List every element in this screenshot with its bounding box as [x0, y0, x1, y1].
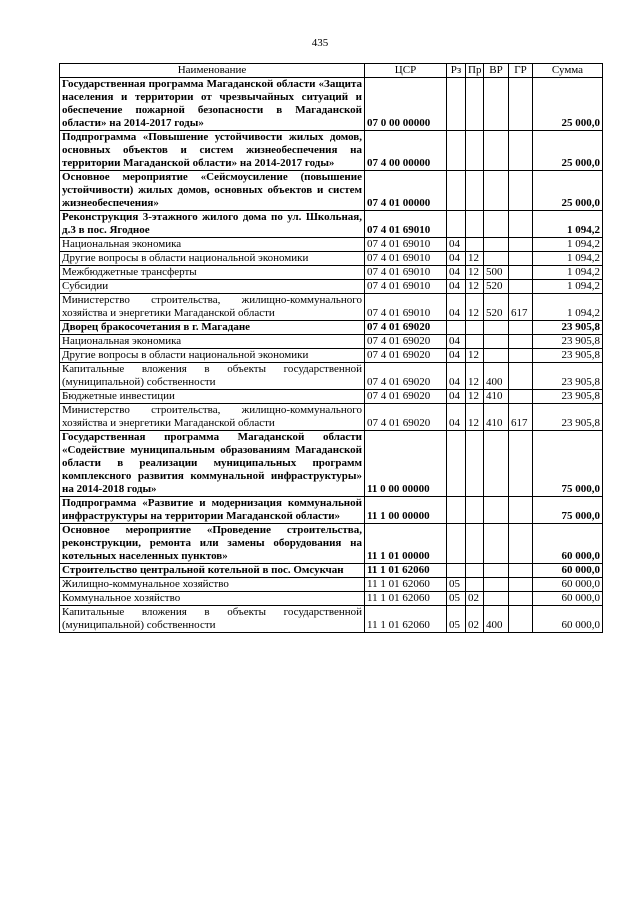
- table-row: [60, 280, 603, 294]
- cell-pr: [466, 497, 484, 524]
- table-header-row: [60, 64, 603, 78]
- cell-vr: [484, 171, 509, 211]
- cell-rz: 04: [447, 280, 466, 294]
- cell-pr: 02: [466, 592, 484, 606]
- cell-pr: 02: [466, 606, 484, 633]
- cell-name: Государственная программа Магаданской области «Защита населения и территории от чрезвычайных ситуаций и обеспечение пожарной безопасности в Магаданской области» на 2014-2017 годы»: [60, 78, 365, 131]
- cell-gr: [509, 497, 533, 524]
- cell-name: Национальная экономика: [60, 335, 365, 349]
- table-row: [60, 497, 603, 524]
- cell-gr: [509, 363, 533, 390]
- cell-vr: 410: [484, 390, 509, 404]
- table-row: [60, 131, 603, 171]
- cell-csr: 07 4 01 69010: [365, 294, 447, 321]
- cell-gr: [509, 171, 533, 211]
- cell-gr: [509, 238, 533, 252]
- cell-rz: 05: [447, 578, 466, 592]
- cell-pr: 12: [466, 252, 484, 266]
- cell-rz: 04: [447, 294, 466, 321]
- budget-table: [59, 63, 603, 633]
- cell-rz: [447, 78, 466, 131]
- cell-rz: 04: [447, 252, 466, 266]
- cell-sum: 1 094,2: [533, 280, 603, 294]
- cell-csr: 07 4 01 69010: [365, 238, 447, 252]
- cell-name: Коммунальное хозяйство: [60, 592, 365, 606]
- cell-sum: 25 000,0: [533, 131, 603, 171]
- cell-csr: 11 1 01 62060: [365, 564, 447, 578]
- table-row: [60, 294, 603, 321]
- cell-pr: [466, 211, 484, 238]
- cell-name: Министерство строительства, жилищно-коммунального хозяйства и энергетики Магаданской области: [60, 404, 365, 431]
- cell-name: Другие вопросы в области национальной экономики: [60, 252, 365, 266]
- cell-name: Бюджетные инвестиции: [60, 390, 365, 404]
- page-number: 435: [311, 37, 329, 49]
- table-row: [60, 390, 603, 404]
- cell-gr: [509, 431, 533, 497]
- table-row: [60, 363, 603, 390]
- table-row: [60, 321, 603, 335]
- cell-pr: 12: [466, 280, 484, 294]
- table-row: [60, 349, 603, 363]
- cell-gr: [509, 335, 533, 349]
- cell-csr: 07 4 01 69010: [365, 280, 447, 294]
- cell-vr: [484, 524, 509, 564]
- cell-pr: [466, 78, 484, 131]
- cell-rz: 04: [447, 404, 466, 431]
- cell-name: Подпрограмма «Повышение устойчивости жилых домов, основных объектов и систем жизнеобеспечения на территории Магаданской области» на 2014-2017 годы»: [60, 131, 365, 171]
- cell-pr: [466, 321, 484, 335]
- table-row: [60, 524, 603, 564]
- cell-sum: 23 905,8: [533, 335, 603, 349]
- cell-vr: 400: [484, 606, 509, 633]
- cell-vr: [484, 497, 509, 524]
- cell-gr: [509, 252, 533, 266]
- cell-gr: [509, 266, 533, 280]
- cell-csr: 07 4 01 00000: [365, 171, 447, 211]
- cell-sum: 1 094,2: [533, 294, 603, 321]
- cell-name: Национальная экономика: [60, 238, 365, 252]
- cell-sum: 60 000,0: [533, 606, 603, 633]
- table-row: [60, 252, 603, 266]
- cell-vr: [484, 252, 509, 266]
- table-row: [60, 266, 603, 280]
- cell-sum: 23 905,8: [533, 363, 603, 390]
- cell-name: Другие вопросы в области национальной экономики: [60, 349, 365, 363]
- table-row: [60, 578, 603, 592]
- cell-vr: 520: [484, 294, 509, 321]
- cell-csr: 07 4 01 69010: [365, 252, 447, 266]
- cell-csr: 07 4 01 69020: [365, 404, 447, 431]
- cell-vr: 400: [484, 363, 509, 390]
- cell-vr: [484, 431, 509, 497]
- cell-csr: 11 1 01 62060: [365, 578, 447, 592]
- cell-vr: [484, 211, 509, 238]
- cell-name: Государственная программа Магаданской области «Содействие муниципальным образованиям Магаданской области в реализации муниципальных программ комплексного развития коммунальной инфраструктуры» на 2014-2018 годы»: [60, 431, 365, 497]
- cell-sum: 1 094,2: [533, 211, 603, 238]
- cell-vr: [484, 349, 509, 363]
- cell-pr: 12: [466, 349, 484, 363]
- cell-gr: [509, 592, 533, 606]
- cell-vr: [484, 564, 509, 578]
- cell-gr: [509, 78, 533, 131]
- cell-name: Капитальные вложения в объекты государственной (муниципальной) собственности: [60, 363, 365, 390]
- cell-rz: 04: [447, 349, 466, 363]
- cell-name: Основное мероприятие «Сейсмоусиление (повышение устойчивости) жилых домов, основных объектов и систем жизнеобеспечения»: [60, 171, 365, 211]
- cell-sum: 1 094,2: [533, 266, 603, 280]
- cell-gr: 617: [509, 294, 533, 321]
- cell-sum: 60 000,0: [533, 564, 603, 578]
- cell-name: Капитальные вложения в объекты государственной (муниципальной) собственности: [60, 606, 365, 633]
- cell-rz: [447, 564, 466, 578]
- cell-csr: 07 4 01 69010: [365, 211, 447, 238]
- table-row: [60, 238, 603, 252]
- cell-pr: [466, 431, 484, 497]
- cell-csr: 11 1 01 62060: [365, 606, 447, 633]
- cell-name: Подпрограмма «Развитие и модернизация коммунальной инфраструктуры на территории Магаданской области»: [60, 497, 365, 524]
- cell-sum: 60 000,0: [533, 592, 603, 606]
- cell-pr: [466, 335, 484, 349]
- cell-gr: [509, 280, 533, 294]
- cell-vr: [484, 335, 509, 349]
- cell-pr: 12: [466, 266, 484, 280]
- cell-pr: [466, 171, 484, 211]
- cell-sum: 23 905,8: [533, 321, 603, 335]
- cell-vr: [484, 592, 509, 606]
- cell-gr: [509, 564, 533, 578]
- cell-csr: 07 4 01 69020: [365, 349, 447, 363]
- cell-pr: [466, 131, 484, 171]
- cell-sum: 60 000,0: [533, 524, 603, 564]
- cell-gr: [509, 524, 533, 564]
- cell-rz: [447, 524, 466, 564]
- cell-vr: 500: [484, 266, 509, 280]
- cell-pr: [466, 238, 484, 252]
- cell-name: Дворец бракосочетания в г. Магадане: [60, 321, 365, 335]
- cell-vr: [484, 238, 509, 252]
- cell-sum: 75 000,0: [533, 431, 603, 497]
- cell-rz: 04: [447, 238, 466, 252]
- cell-rz: [447, 431, 466, 497]
- table-row: [60, 431, 603, 497]
- cell-rz: [447, 321, 466, 335]
- header-pr: Пр: [466, 64, 484, 78]
- cell-vr: 520: [484, 280, 509, 294]
- cell-gr: 617: [509, 404, 533, 431]
- cell-sum: 1 094,2: [533, 252, 603, 266]
- header-gr: ГР: [509, 64, 533, 78]
- cell-name: Реконструкция 3-этажного жилого дома по ул. Школьная, д.3 в пос. Ягодное: [60, 211, 365, 238]
- cell-rz: [447, 497, 466, 524]
- cell-sum: 23 905,8: [533, 349, 603, 363]
- cell-csr: 07 4 00 00000: [365, 131, 447, 171]
- table-row: [60, 171, 603, 211]
- cell-csr: 07 4 01 69020: [365, 335, 447, 349]
- table-body: [60, 78, 603, 633]
- cell-csr: 07 0 00 00000: [365, 78, 447, 131]
- cell-gr: [509, 578, 533, 592]
- cell-name: Межбюджетные трансферты: [60, 266, 365, 280]
- cell-csr: 11 0 00 00000: [365, 431, 447, 497]
- cell-rz: 04: [447, 266, 466, 280]
- cell-csr: 11 1 01 00000: [365, 524, 447, 564]
- cell-name: Строительство центральной котельной в пос. Омсукчан: [60, 564, 365, 578]
- table-row: [60, 404, 603, 431]
- cell-rz: 05: [447, 592, 466, 606]
- cell-rz: [447, 211, 466, 238]
- header-vr: ВР: [484, 64, 509, 78]
- cell-rz: 04: [447, 390, 466, 404]
- table-row: [60, 335, 603, 349]
- header-rz: Рз: [447, 64, 466, 78]
- table-row: [60, 211, 603, 238]
- cell-csr: 07 4 01 69020: [365, 390, 447, 404]
- cell-pr: [466, 564, 484, 578]
- table-row: [60, 606, 603, 633]
- cell-vr: [484, 131, 509, 171]
- cell-vr: 410: [484, 404, 509, 431]
- cell-rz: 04: [447, 335, 466, 349]
- cell-rz: [447, 131, 466, 171]
- cell-pr: [466, 524, 484, 564]
- cell-sum: 25 000,0: [533, 171, 603, 211]
- cell-gr: [509, 131, 533, 171]
- cell-sum: 60 000,0: [533, 578, 603, 592]
- cell-csr: 11 1 00 00000: [365, 497, 447, 524]
- cell-sum: 23 905,8: [533, 404, 603, 431]
- cell-gr: [509, 211, 533, 238]
- cell-pr: 12: [466, 294, 484, 321]
- header-sum: Сумма: [533, 64, 603, 78]
- cell-csr: 07 4 01 69020: [365, 363, 447, 390]
- cell-vr: [484, 78, 509, 131]
- cell-vr: [484, 321, 509, 335]
- cell-pr: [466, 578, 484, 592]
- cell-pr: 12: [466, 363, 484, 390]
- cell-name: Субсидии: [60, 280, 365, 294]
- cell-sum: 23 905,8: [533, 390, 603, 404]
- cell-name: Жилищно-коммунальное хозяйство: [60, 578, 365, 592]
- cell-gr: [509, 349, 533, 363]
- cell-sum: 75 000,0: [533, 497, 603, 524]
- cell-rz: [447, 171, 466, 211]
- cell-pr: 12: [466, 390, 484, 404]
- cell-vr: [484, 578, 509, 592]
- header-name: Наименование: [60, 64, 365, 78]
- cell-gr: [509, 321, 533, 335]
- cell-gr: [509, 390, 533, 404]
- cell-csr: 11 1 01 62060: [365, 592, 447, 606]
- cell-csr: 07 4 01 69020: [365, 321, 447, 335]
- cell-csr: 07 4 01 69010: [365, 266, 447, 280]
- table-row: [60, 78, 603, 131]
- cell-pr: 12: [466, 404, 484, 431]
- cell-sum: 25 000,0: [533, 78, 603, 131]
- cell-name: Министерство строительства, жилищно-коммунального хозяйства и энергетики Магаданской области: [60, 294, 365, 321]
- table-row: [60, 564, 603, 578]
- cell-sum: 1 094,2: [533, 238, 603, 252]
- cell-rz: 05: [447, 606, 466, 633]
- cell-rz: 04: [447, 363, 466, 390]
- cell-gr: [509, 606, 533, 633]
- header-csr: ЦСР: [365, 64, 447, 78]
- table-row: [60, 592, 603, 606]
- cell-name: Основное мероприятие «Проведение строительства, реконструкции, ремонта или замены оборудования на котельных населенных пунктов»: [60, 524, 365, 564]
